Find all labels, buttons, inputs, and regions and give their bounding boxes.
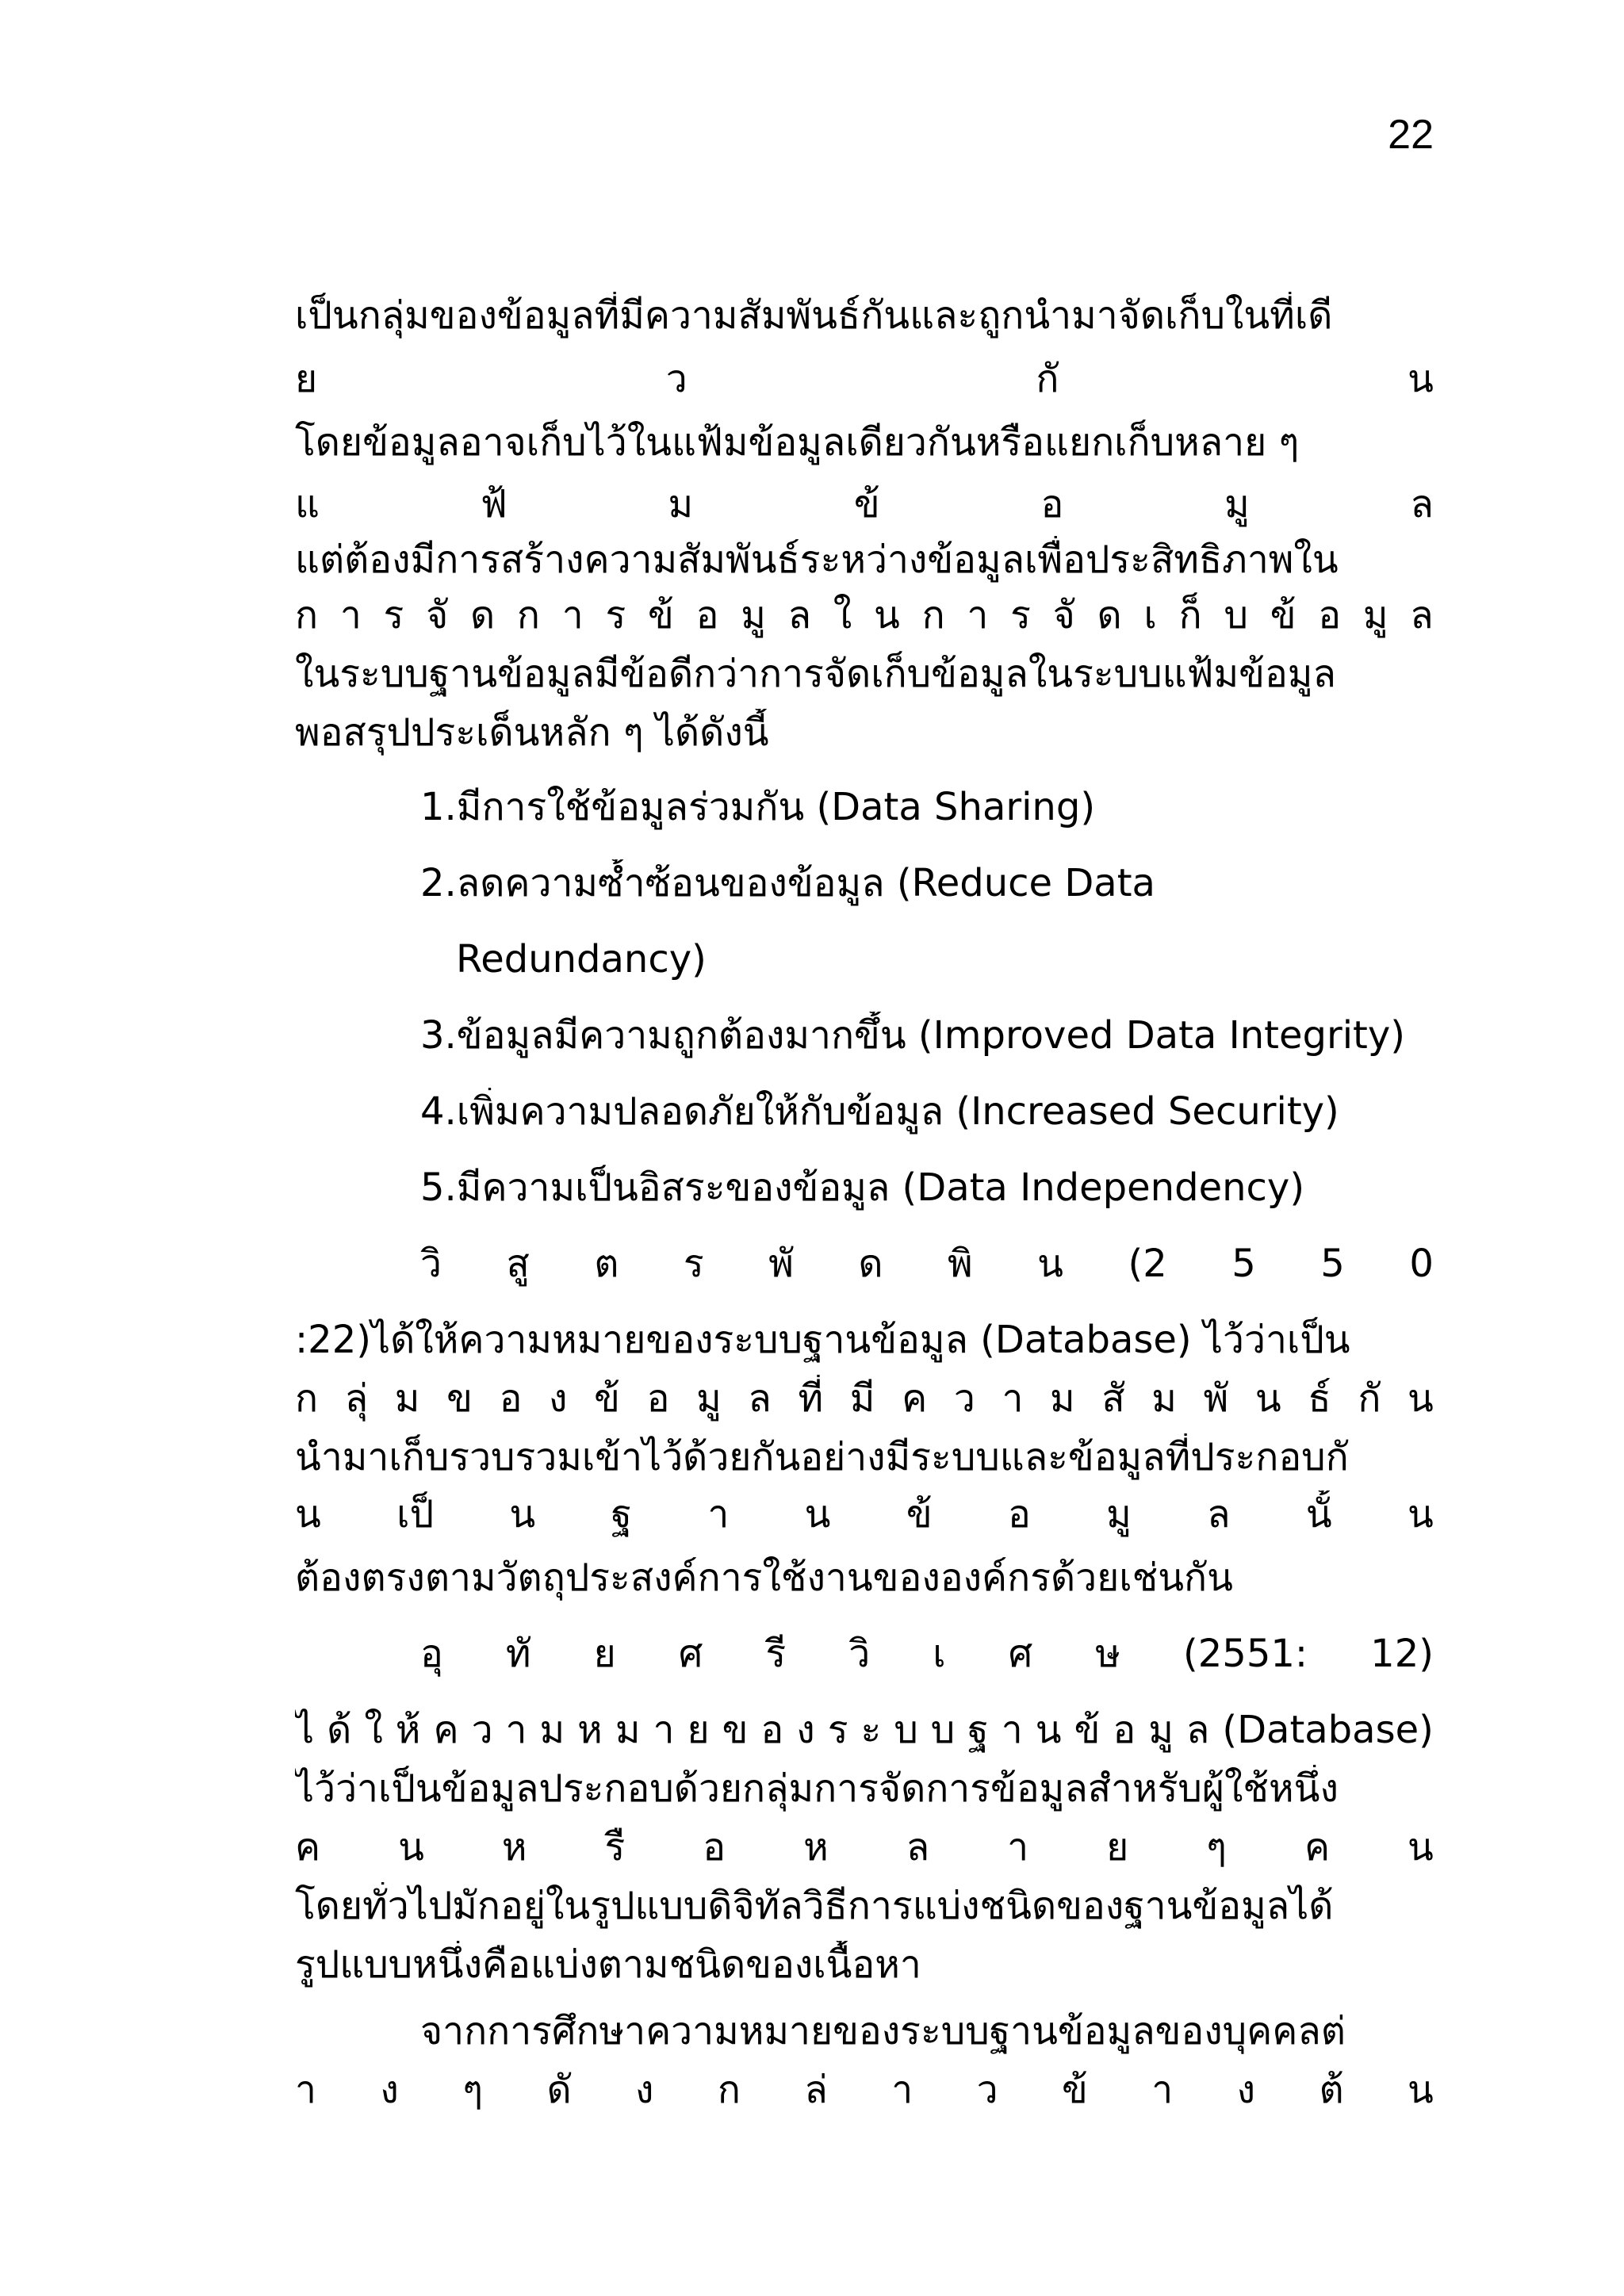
glyph: ร — [605, 593, 626, 637]
glyph: (Database) — [1222, 1708, 1434, 1752]
glyph: า — [339, 593, 362, 637]
glyph: ล — [1410, 482, 1434, 526]
glyph: อ — [1007, 1492, 1031, 1536]
text-line: ต้องตรงตามวัตถุประสงค์การใช้งานขององค์กรด้วยเช่นกัน — [295, 1556, 1233, 1600]
glyph: ข้ — [906, 1492, 933, 1536]
glyph: พั — [1203, 1376, 1229, 1421]
glyph: สั — [1101, 1376, 1125, 1421]
glyph: า — [967, 593, 989, 637]
glyph: 5 — [1231, 1242, 1256, 1286]
glyph: า — [1007, 1825, 1029, 1869]
justified-line — [295, 2066, 1434, 2122]
glyph: ม — [1050, 1376, 1075, 1421]
glyph: ข — [722, 1708, 749, 1752]
glyph: น — [1037, 1242, 1063, 1286]
glyph: อ — [1113, 1708, 1136, 1752]
glyph: มู — [1106, 1492, 1132, 1536]
glyph: น — [398, 1825, 424, 1869]
glyph: ลุ่ — [344, 1376, 369, 1421]
glyph: อ — [703, 1825, 726, 1869]
glyph: น — [1254, 1376, 1281, 1421]
glyph: ย — [687, 1708, 710, 1752]
glyph: ก — [921, 593, 945, 637]
glyph: 5 — [1320, 1242, 1345, 1286]
glyph: ง — [1236, 2068, 1256, 2112]
glyph: ด — [469, 593, 496, 637]
glyph: ก — [717, 2068, 741, 2112]
glyph: ศ — [1008, 1632, 1033, 1676]
glyph: น — [873, 593, 900, 637]
glyph: น — [1408, 357, 1434, 401]
glyph: เ — [1143, 593, 1157, 637]
glyph: วิ — [420, 1242, 442, 1286]
glyph: า — [891, 2068, 914, 2112]
text-line: :22)ได้ให้ความหมายของระบบฐานข้อมูล (Database) ไว้ว่าเป็น — [295, 1318, 1350, 1362]
glyph: น — [804, 1492, 831, 1536]
text-line: พอสรุปประเด็นหลัก ๆ ได้ดังนี้ — [295, 710, 769, 755]
list-item-continuation: Redundancy) — [456, 937, 707, 982]
glyph: ม — [615, 1708, 641, 1752]
glyph: ว — [953, 1376, 975, 1421]
glyph: บ — [930, 1708, 956, 1752]
glyph: ห — [803, 1825, 829, 1869]
glyph: า — [295, 2068, 316, 2112]
glyph: ล่ — [804, 2068, 828, 2112]
glyph: ข้ — [648, 593, 674, 637]
glyph: ฟ้ — [480, 482, 508, 526]
glyph: ศ — [678, 1632, 703, 1676]
glyph: น — [509, 1492, 536, 1536]
glyph: ด — [1097, 593, 1122, 637]
glyph: ไ — [295, 1708, 315, 1752]
glyph: ม — [539, 1708, 565, 1752]
glyph: ค — [433, 1708, 459, 1752]
glyph: ห้ — [395, 1708, 421, 1752]
glyph: ง — [635, 2068, 654, 2112]
glyph: ฐ — [611, 1492, 633, 1536]
glyph: 0 — [1409, 1242, 1434, 1286]
glyph: ย — [295, 357, 318, 401]
glyph: มู — [1224, 482, 1250, 526]
glyph: ต้ — [1319, 2068, 1344, 2112]
glyph: 12) — [1370, 1632, 1434, 1676]
justified-line — [295, 1706, 1434, 1762]
glyph: จั — [1052, 593, 1075, 637]
glyph: ห — [577, 1708, 603, 1752]
glyph: (2 — [1128, 1242, 1167, 1286]
justified-line — [295, 480, 1434, 536]
glyph: อ — [760, 1708, 784, 1752]
text-line: เป็นกลุ่มของข้อมูลที่มีความสัมพันธ์กันและถูกนำมาจัดเก็บในที่เดี — [295, 293, 1333, 338]
glyph: ม — [1151, 1376, 1177, 1421]
justified-line — [295, 1375, 1434, 1430]
glyph: ก — [295, 593, 319, 637]
glyph: ค — [902, 1376, 928, 1421]
glyph: จั — [426, 593, 449, 637]
text-line: นำมาเก็บรวบรวมเข้าไว้ด้วยกันอย่างมีระบบและข้อมูลที่ประกอบกั — [295, 1435, 1349, 1479]
glyph: อ — [1318, 593, 1342, 637]
text-line: รูปแบบหนึ่งคือแบ่งตามชนิดของเนื้อหา — [295, 1942, 921, 1987]
glyph: น — [1408, 1376, 1434, 1421]
glyph: ก — [295, 1376, 319, 1421]
glyph: ร — [683, 1242, 704, 1286]
glyph: ง — [380, 2068, 399, 2112]
glyph: ก — [516, 593, 540, 637]
glyph: อ — [695, 593, 719, 637]
text-line: โดยข้อมูลอาจเก็บไว้ในแฟ้มข้อมูลเดียวกันหรือแยกเก็บหลาย ๆ — [295, 420, 1300, 465]
justified-line — [295, 1490, 1434, 1546]
glyph: ม — [394, 1376, 420, 1421]
glyph: ข้ — [1061, 2068, 1088, 2112]
glyph: น — [1035, 1708, 1062, 1752]
list-item: 5.มีความเป็นอิสระของข้อมูล (Data Independency) — [420, 1165, 1305, 1210]
glyph: า — [561, 593, 584, 637]
glyph: ต — [594, 1242, 619, 1286]
glyph: รี — [765, 1632, 787, 1676]
glyph: อ — [646, 1376, 670, 1421]
glyph: พิ — [948, 1242, 973, 1286]
glyph: (2551: — [1183, 1632, 1308, 1676]
glyph: ค — [1304, 1825, 1331, 1869]
justified-line — [420, 1630, 1434, 1686]
glyph: า — [1002, 1376, 1024, 1421]
glyph: ร — [827, 1708, 848, 1752]
page-number: 22 — [1388, 112, 1434, 158]
glyph: ค — [295, 1825, 321, 1869]
glyph: นั้ — [1305, 1492, 1332, 1536]
glyph: บ — [1224, 593, 1248, 637]
glyph: ง — [796, 1708, 815, 1752]
glyph: น — [295, 1492, 321, 1536]
text-line: โดยทั่วไปมักอยู่ในรูปแบบดิจิทัลวิธีการแบ่งชนิดของฐานข้อมูลได้ — [295, 1884, 1334, 1928]
glyph: ล — [1207, 1492, 1231, 1536]
glyph: ร — [383, 593, 404, 637]
glyph: ใ — [833, 593, 852, 637]
glyph: ข้ — [594, 1376, 620, 1421]
glyph: ล — [787, 593, 812, 637]
glyph: ม — [668, 482, 694, 526]
glyph: ดั — [546, 2068, 572, 2112]
justified-line — [295, 1823, 1434, 1879]
glyph: วิ — [848, 1632, 871, 1676]
glyph: ย — [593, 1632, 616, 1676]
justified-line — [295, 591, 1434, 647]
text-line: จากการศึกษาความหมายของระบบฐานข้อมูลของบุคคลต่ — [420, 2009, 1346, 2053]
glyph: า — [653, 1708, 675, 1752]
glyph: อ — [1040, 482, 1064, 526]
text-line: ไว้ว่าเป็นข้อมูลประกอบด้วยกลุ่มการจัดการข้อมูลสำหรับผู้ใช้หนึ่ง — [295, 1766, 1339, 1811]
glyph: า — [1001, 1708, 1023, 1752]
glyph: ล — [748, 1376, 772, 1421]
text-line: ในระบบฐานข้อมูลมีข้อดีกว่าการจัดเก็บข้อมูลในระบบแฟ้มข้อมูล — [295, 652, 1336, 696]
glyph: ด้ — [327, 1708, 352, 1752]
glyph: มู — [1148, 1708, 1174, 1752]
glyph: มี — [849, 1376, 875, 1421]
glyph: ฐ — [967, 1708, 989, 1752]
glyph: อ — [499, 1376, 523, 1421]
glyph: อุ — [420, 1632, 443, 1676]
glyph: ษ — [1095, 1632, 1120, 1676]
glyph: ว — [976, 2068, 998, 2112]
glyph: ใ — [364, 1708, 383, 1752]
glyph: ๆ — [1206, 1825, 1227, 1869]
glyph: ล — [1410, 593, 1434, 637]
glyph: ข้ — [1074, 1708, 1101, 1752]
glyph: ก็ — [1178, 593, 1202, 637]
glyph: ล — [906, 1825, 930, 1869]
glyph: ล — [1185, 1708, 1210, 1752]
list-item: 1.มีการใช้ข้อมูลร่วมกัน (Data Sharing) — [420, 785, 1096, 829]
glyph: ๆ — [462, 2068, 484, 2112]
glyph: สู — [506, 1242, 530, 1286]
glyph: มู — [741, 593, 766, 637]
glyph: ข้ — [853, 482, 880, 526]
glyph: ร — [1010, 593, 1031, 637]
glyph: า — [505, 1708, 527, 1752]
glyph: ข้ — [1270, 593, 1297, 637]
glyph: ว — [665, 357, 688, 401]
glyph: ย — [1106, 1825, 1129, 1869]
glyph: ด — [858, 1242, 883, 1286]
list-item: 4.เพิ่มความปลอดภัยให้กับข้อมูล (Increased Security) — [420, 1089, 1339, 1134]
justified-line — [295, 355, 1434, 411]
glyph: ข — [446, 1376, 473, 1421]
glyph: ว — [471, 1708, 493, 1752]
list-item: 2.ลดความซ้ำซ้อนของข้อมูล (Reduce Data — [420, 861, 1155, 905]
glyph: บ — [894, 1708, 918, 1752]
glyph: น — [1408, 1825, 1434, 1869]
glyph: มู — [696, 1376, 722, 1421]
glyph: รื — [604, 1825, 626, 1869]
glyph: ธ์ — [1308, 1376, 1331, 1421]
glyph: กั — [1358, 1376, 1381, 1421]
list-item: 3.ข้อมูลมีความถูกต้องมากขึ้น (Improved Data Integrity) — [420, 1013, 1405, 1058]
glyph: เป็ — [396, 1492, 435, 1536]
glyph: น — [1408, 1492, 1434, 1536]
glyph: น — [1408, 2068, 1434, 2112]
glyph: กั — [1036, 357, 1059, 401]
text-line: แต่ต้องมีการสร้างความสัมพันธ์ระหว่างข้อมูลเพื่อประสิทธิภาพใน — [295, 538, 1339, 582]
justified-line — [420, 1240, 1434, 1295]
glyph: ห — [501, 1825, 527, 1869]
glyph: มู — [1362, 593, 1388, 637]
glyph: า — [707, 1492, 730, 1536]
glyph: ที่ — [798, 1376, 824, 1421]
glyph: พั — [768, 1242, 794, 1286]
glyph: ทั — [505, 1632, 531, 1676]
glyph: เ — [933, 1632, 946, 1676]
glyph: แ — [295, 482, 320, 526]
glyph: า — [1151, 2068, 1174, 2112]
glyph: ะ — [860, 1708, 882, 1752]
glyph: ง — [549, 1376, 568, 1421]
